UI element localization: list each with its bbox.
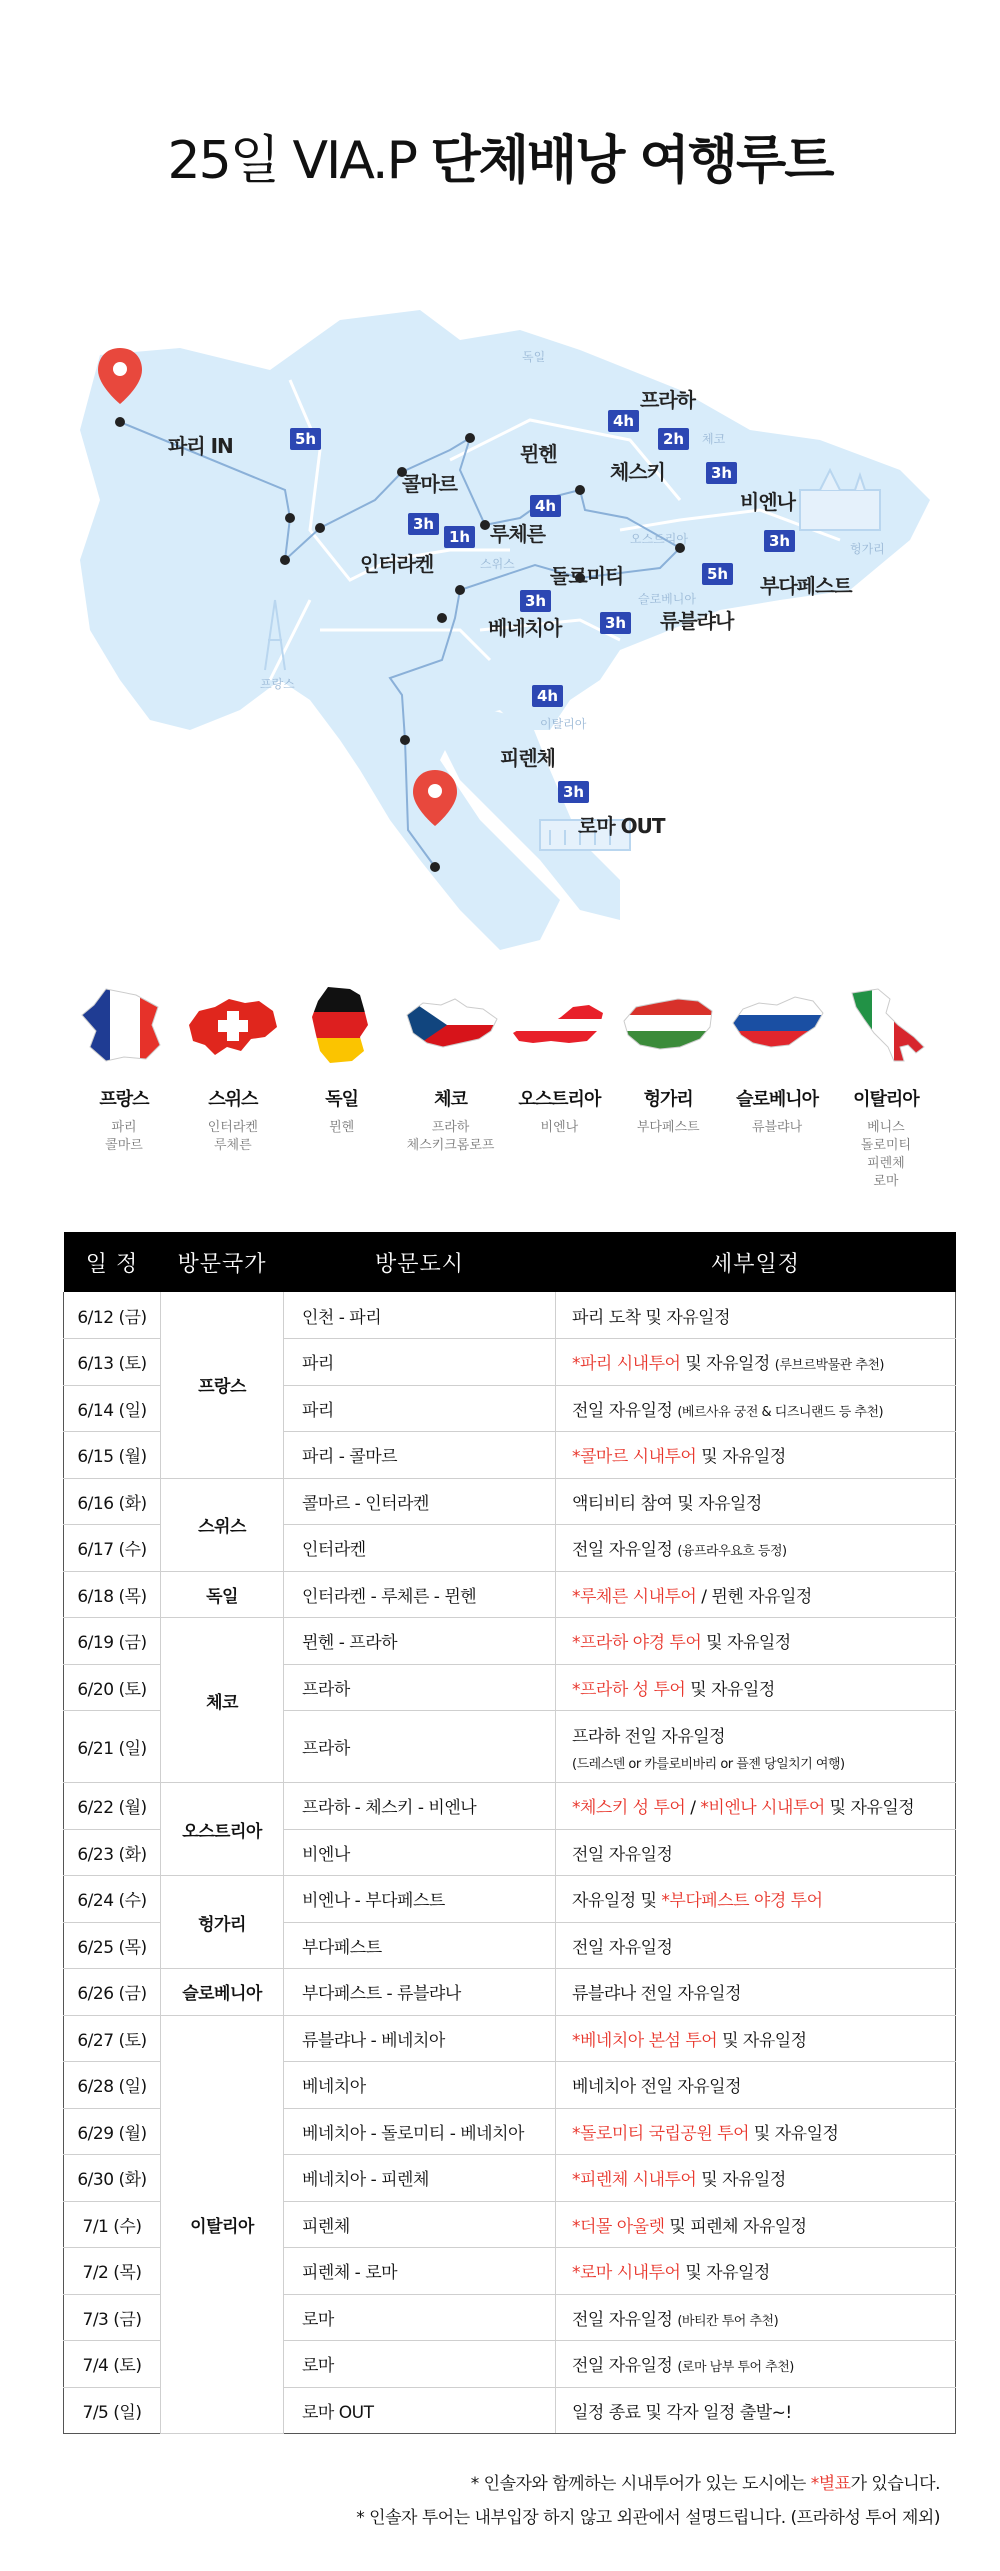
row-country: 독일	[161, 1571, 284, 1618]
dot-lucerne	[315, 523, 325, 533]
row-date: 6/16 (화)	[64, 1478, 161, 1525]
route-map	[60, 300, 940, 980]
row-date: 6/28 (일)	[64, 2062, 161, 2109]
row-city: 파리	[284, 1339, 556, 1386]
flag-item-austria	[505, 985, 613, 1220]
row-city: 뮌헨 - 프라하	[284, 1618, 556, 1665]
region-label-switzerland: 스위스	[480, 557, 515, 571]
guided-tour-highlight: *비엔나 시내투어	[700, 1798, 825, 1819]
flag-country-name: 이탈리아	[853, 1089, 919, 1110]
row-detail	[556, 1525, 956, 1572]
guided-tour-highlight: *베네치아 본섬 투어	[572, 2030, 718, 2051]
detail-text: 전일 자유일정	[572, 2309, 678, 2330]
guided-tour-highlight: *피렌체 시내투어	[572, 2170, 697, 2191]
dot-interlaken	[280, 555, 290, 565]
row-city: 프라하	[284, 1711, 556, 1783]
row-date: 7/5 (일)	[64, 2387, 161, 2434]
duration-tag: 2h	[658, 428, 689, 450]
row-country: 슬로베니아	[161, 1969, 284, 2016]
detail-text: / 뮌헨 자유일정	[696, 1586, 812, 1607]
header-city: 방문도시	[284, 1232, 556, 1292]
flag-city: 로마	[873, 1174, 899, 1189]
row-city: 파리 - 콜마르	[284, 1432, 556, 1479]
dot-rome	[430, 862, 440, 872]
schedule-body	[64, 1292, 956, 2434]
dot-cesky	[480, 520, 490, 530]
flag-city: 류블랴나	[751, 1120, 803, 1135]
flag-item-slovenia	[723, 985, 831, 1220]
detail-text: 및 자유일정	[824, 1798, 915, 1819]
detail-text: 류블랴나 전일 자유일정	[572, 1984, 742, 2005]
row-detail	[556, 1922, 956, 1969]
detail-text: 전일 자유일정	[572, 1844, 673, 1865]
detail-text: 전일 자유일정	[572, 1400, 678, 1421]
row-date: 6/26 (금)	[64, 1969, 161, 2016]
row-city: 프라하	[284, 1664, 556, 1711]
header-date: 일 정	[64, 1232, 161, 1292]
flag-city: 베니스	[867, 1120, 905, 1135]
row-date: 6/30 (화)	[64, 2155, 161, 2202]
row-date: 7/4 (토)	[64, 2341, 161, 2388]
table-row	[64, 1783, 956, 1830]
city-label-prague: 프라하	[640, 388, 695, 412]
row-detail	[556, 2015, 956, 2062]
row-date: 6/17 (수)	[64, 1525, 161, 1572]
detail-text: 베네치아 전일 자유일정	[572, 2077, 742, 2098]
dot-paris	[115, 417, 125, 427]
row-city: 피렌체 - 로마	[284, 2248, 556, 2295]
row-detail	[556, 1664, 956, 1711]
row-detail	[556, 1969, 956, 2016]
guided-tour-highlight: *부다페스트 야경 투어	[661, 1891, 823, 1912]
flag-country-name: 스위스	[208, 1089, 258, 1110]
flag-item-czech	[397, 985, 505, 1220]
detail-text: /	[685, 1798, 701, 1819]
header-country: 방문국가	[161, 1232, 284, 1292]
table-header-row	[64, 1232, 956, 1292]
switzerland-flag-map-icon	[185, 985, 281, 1065]
duration-tag: 3h	[600, 612, 631, 634]
guided-tour-highlight: *프라하 야경 투어	[572, 1633, 702, 1654]
hungary-flag-map-icon	[620, 985, 716, 1065]
duration-tag: 1h	[444, 526, 475, 548]
guided-tour-highlight: *더몰 아울렛	[572, 2216, 665, 2237]
dot-prague	[465, 433, 475, 443]
flag-country-name: 독일	[325, 1089, 359, 1110]
france-flag-map-icon	[76, 985, 172, 1065]
row-city: 인터라켄	[284, 1525, 556, 1572]
region-label-czech: 체코	[702, 432, 726, 446]
detail-text: 및 자유일정	[696, 2170, 786, 2191]
italy-flag-map-icon	[838, 985, 934, 1065]
row-country: 헝가리	[161, 1876, 284, 1969]
city-label-venice: 베네치아	[488, 616, 562, 640]
detail-text: (루브르박물관 추천)	[774, 1358, 885, 1374]
row-city: 콜마르 - 인터라켄	[284, 1478, 556, 1525]
footnote-1-end: 가 있습니다.	[850, 2474, 940, 2494]
row-country: 스위스	[161, 1478, 284, 1571]
row-city: 로마	[284, 2294, 556, 2341]
table-row	[64, 2015, 956, 2062]
table-row	[64, 1969, 956, 2016]
title-light: 25일 VIA.P	[167, 131, 431, 191]
row-city: 프라하 - 체스키 - 비엔나	[284, 1783, 556, 1830]
detail-text: (베르사유 궁전 & 디즈니랜드 등 추천)	[677, 1404, 884, 1420]
duration-tag: 3h	[520, 590, 551, 612]
flag-city: 부다페스트	[636, 1120, 700, 1135]
row-city: 베네치아 - 피렌체	[284, 2155, 556, 2202]
flag-city: 콜마르	[105, 1138, 143, 1153]
table-row	[64, 1571, 956, 1618]
flag-city: 피렌체	[867, 1156, 905, 1171]
guided-tour-highlight: *파리 시내투어	[572, 1354, 681, 1375]
flag-city: 체스키크롬로프	[406, 1138, 495, 1153]
flag-city: 비엔나	[540, 1120, 579, 1135]
duration-tag: 5h	[702, 563, 733, 585]
row-detail	[556, 1829, 956, 1876]
row-city: 비엔나 - 부다페스트	[284, 1876, 556, 1923]
flag-city: 프라하	[431, 1120, 470, 1135]
detail-text: (융프라우요흐 등정)	[677, 1544, 787, 1560]
flag-city: 파리	[111, 1120, 137, 1135]
flag-city: 인터라켄	[207, 1120, 258, 1135]
city-label-rome: 로마 OUT	[578, 814, 665, 838]
row-date: 7/3 (금)	[64, 2294, 161, 2341]
city-label-budapest: 부다페스트	[760, 574, 852, 598]
duration-tag: 3h	[764, 530, 795, 552]
dot-colmar	[285, 513, 295, 523]
row-date: 6/24 (수)	[64, 1876, 161, 1923]
czech-flag-map-icon	[403, 985, 499, 1065]
duration-tag: 4h	[608, 410, 639, 432]
row-detail	[556, 1711, 956, 1783]
region-label-slovenia: 슬로베니아	[638, 592, 696, 606]
row-date: 7/1 (수)	[64, 2201, 161, 2248]
row-detail	[556, 1618, 956, 1665]
footnote-1-star: *별표	[810, 2474, 851, 2494]
detail-text: 전일 자유일정	[572, 1540, 678, 1561]
row-city: 인터라켄 - 루체른 - 뮌헨	[284, 1571, 556, 1618]
guided-tour-highlight: *돌로미티 국립공원 투어	[572, 2123, 750, 2144]
row-detail	[556, 1339, 956, 1386]
detail-text: 및 자유일정	[685, 1679, 775, 1700]
duration-tag: 3h	[558, 781, 589, 803]
city-label-ljubljana: 류블랴나	[660, 609, 734, 633]
row-date: 6/18 (목)	[64, 1571, 161, 1618]
row-detail	[556, 1876, 956, 1923]
detail-subnote: (드레스덴 or 카를로비바리 or 플젠 당일치기 여행)	[572, 1756, 845, 1772]
flag-item-france	[70, 985, 178, 1220]
row-city: 피렌체	[284, 2201, 556, 2248]
region-label-germany: 독일	[522, 350, 546, 364]
germany-flag-map-icon	[294, 985, 390, 1065]
detail-text: (로마 남부 투어 추천)	[677, 2360, 794, 2376]
table-row	[64, 1478, 956, 1525]
country-flags	[70, 985, 940, 1220]
city-label-colmar: 콜마르	[402, 472, 457, 496]
row-city: 베네치아 - 돌로미티 - 베네치아	[284, 2108, 556, 2155]
row-detail	[556, 1478, 956, 1525]
detail-text: 및 자유일정	[696, 1447, 786, 1468]
detail-text: 및 피렌체 자유일정	[664, 2216, 807, 2237]
flag-item-germany	[288, 985, 396, 1220]
city-label-florence: 피렌체	[500, 746, 555, 770]
slovenia-flag-map-icon	[729, 985, 825, 1065]
city-label-vienna: 비엔나	[740, 490, 795, 514]
table-row	[64, 1618, 956, 1665]
detail-text: 및 자유일정	[680, 2263, 770, 2284]
page-title	[0, 118, 1000, 193]
city-label-dolomiti: 돌로미티	[550, 564, 624, 588]
row-detail	[556, 2248, 956, 2295]
flag-country-name: 프랑스	[99, 1089, 149, 1110]
row-detail	[556, 1292, 956, 1339]
detail-text: 및 자유일정	[717, 2030, 807, 2051]
row-date: 6/27 (토)	[64, 2015, 161, 2062]
row-detail	[556, 2062, 956, 2109]
flag-country-name: 오스트리아	[518, 1089, 601, 1110]
row-city: 류블랴나 - 베네치아	[284, 2015, 556, 2062]
detail-text: 프라하 전일 자유일정	[572, 1726, 726, 1747]
city-label-paris: 파리 IN	[168, 434, 233, 458]
row-detail	[556, 2108, 956, 2155]
row-date: 6/20 (토)	[64, 1664, 161, 1711]
table-row	[64, 1876, 956, 1923]
row-detail	[556, 1571, 956, 1618]
city-label-cesky: 체스키	[610, 460, 665, 484]
flag-item-hungary	[614, 985, 722, 1220]
detail-text: 및 자유일정	[701, 1633, 791, 1654]
flag-country-name: 헝가리	[643, 1089, 693, 1110]
duration-tag: 3h	[706, 462, 737, 484]
row-city: 인천 - 파리	[284, 1292, 556, 1339]
row-country: 이탈리아	[161, 2015, 284, 2434]
region-label-austria: 오스트리아	[630, 532, 688, 546]
city-label-lucerne: 루체른	[490, 522, 545, 546]
table-row	[64, 1292, 956, 1339]
flag-item-switzerland	[179, 985, 287, 1220]
row-detail	[556, 2294, 956, 2341]
header-detail: 세부일정	[556, 1232, 956, 1292]
row-date: 6/21 (일)	[64, 1711, 161, 1783]
row-city: 로마	[284, 2341, 556, 2388]
row-city: 부다페스트 - 류블랴나	[284, 1969, 556, 2016]
guided-tour-highlight: *체스키 성 투어	[572, 1798, 686, 1819]
guided-tour-highlight: *콜마르 시내투어	[572, 1447, 697, 1468]
dot-florence	[400, 735, 410, 745]
duration-tag: 4h	[532, 685, 563, 707]
region-label-hungary: 헝가리	[850, 542, 885, 556]
detail-text: 자유일정 및	[572, 1891, 662, 1912]
flag-country-name: 체코	[434, 1089, 467, 1110]
row-detail	[556, 2155, 956, 2202]
title-bold: 단체배낭 여행루트	[430, 131, 833, 191]
row-date: 6/13 (토)	[64, 1339, 161, 1386]
row-detail	[556, 2201, 956, 2248]
duration-tag: 5h	[290, 428, 321, 450]
row-date: 7/2 (목)	[64, 2248, 161, 2295]
flag-city: 뮌헨	[329, 1120, 355, 1135]
detail-text: 일정 종료 및 각자 일정 출발~!	[572, 2402, 792, 2423]
duration-tag: 3h	[408, 513, 439, 535]
row-date: 6/23 (화)	[64, 1829, 161, 1876]
detail-text: 전일 자유일정	[572, 2356, 678, 2377]
schedule-table	[63, 1232, 956, 2434]
dot-venice	[437, 613, 447, 623]
region-label-france: 프랑스	[260, 677, 295, 691]
dot-dolomiti	[455, 585, 465, 595]
row-date: 6/22 (월)	[64, 1783, 161, 1830]
guided-tour-highlight: *프라하 성 투어	[572, 1679, 686, 1700]
row-city: 비엔나	[284, 1829, 556, 1876]
row-date: 6/14 (일)	[64, 1385, 161, 1432]
row-detail	[556, 1783, 956, 1830]
footnote-1	[356, 2467, 940, 2501]
dot-vienna	[575, 485, 585, 495]
row-country: 오스트리아	[161, 1783, 284, 1876]
detail-text: (바티칸 투어 추천)	[677, 2313, 779, 2329]
guided-tour-highlight: *로마 시내투어	[572, 2263, 681, 2284]
footnote-1-text: * 인솔자와 함께하는 시내투어가 있는 도시에는	[470, 2474, 811, 2494]
row-city: 부다페스트	[284, 1922, 556, 1969]
detail-text: 및 자유일정	[749, 2123, 839, 2144]
row-date: 6/19 (금)	[64, 1618, 161, 1665]
footnote-2: * 인솔자 투어는 내부입장 하지 않고 외관에서 설명드립니다. (프라하성 투어 제외)	[356, 2508, 940, 2528]
row-date: 6/29 (월)	[64, 2108, 161, 2155]
row-date: 6/25 (목)	[64, 1922, 161, 1969]
guided-tour-highlight: *루체른 시내투어	[572, 1586, 697, 1607]
flag-country-name: 슬로베니아	[736, 1089, 819, 1110]
flag-city: 돌로미티	[860, 1138, 912, 1153]
row-detail	[556, 1385, 956, 1432]
city-label-interlaken: 인터라켄	[360, 552, 434, 576]
city-label-munich: 뮌헨	[520, 442, 557, 466]
footnotes	[356, 2467, 940, 2535]
row-detail	[556, 1432, 956, 1479]
detail-text: 파리 도착 및 자유일정	[572, 1307, 731, 1328]
row-detail	[556, 2387, 956, 2434]
duration-tag: 4h	[530, 495, 561, 517]
row-country: 체코	[161, 1618, 284, 1783]
row-city: 베네치아	[284, 2062, 556, 2109]
row-date: 6/12 (금)	[64, 1292, 161, 1339]
flag-city: 루체른	[214, 1138, 252, 1153]
row-date: 6/15 (월)	[64, 1432, 161, 1479]
detail-text: 액티비티 참여 및 자유일정	[572, 1493, 762, 1514]
row-city: 파리	[284, 1385, 556, 1432]
detail-text: 및 자유일정	[680, 1354, 775, 1375]
row-detail	[556, 2341, 956, 2388]
flag-item-italy	[832, 985, 940, 1220]
row-country: 프랑스	[161, 1292, 284, 1478]
detail-text: 전일 자유일정	[572, 1937, 673, 1958]
row-city: 로마 OUT	[284, 2387, 556, 2434]
region-label-italy: 이탈리아	[540, 717, 587, 731]
austria-flag-map-icon	[511, 985, 607, 1065]
